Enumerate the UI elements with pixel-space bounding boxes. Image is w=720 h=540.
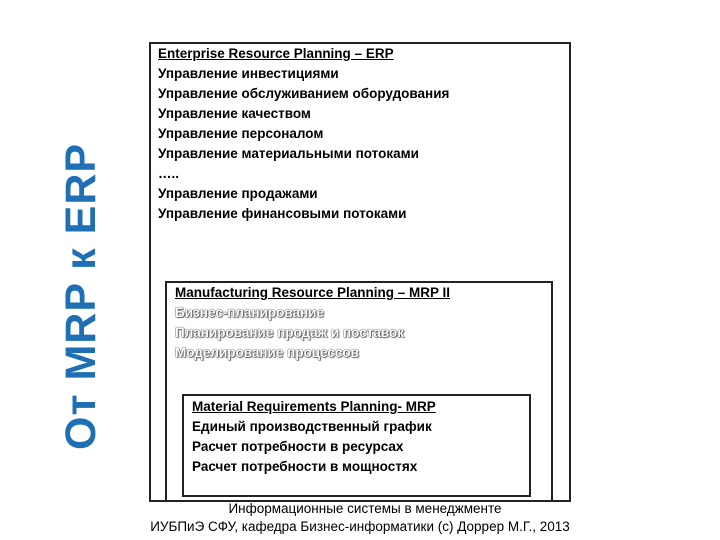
mrp2-text <box>175 283 450 363</box>
mrp2-item: Планирование продаж и поставок <box>175 325 404 340</box>
mrp2-heading: Manufacturing Resource Planning – MRP II <box>175 285 451 300</box>
erp-heading: Enterprise Resource Planning – ERP <box>158 46 394 61</box>
mrp-heading: Material Requirements Planning- MRP <box>192 399 436 414</box>
erp-item: Управление качеством <box>158 106 311 121</box>
mrp-item: Расчет потребности в ресурсах <box>192 439 404 454</box>
mrp2-item: Моделирование процессов <box>175 345 359 360</box>
mrp-item: Единый производственный график <box>192 419 432 434</box>
mrp-text <box>192 397 436 477</box>
side-title: От MRP к ERP <box>57 142 105 450</box>
erp-item: Управление финансовыми потоками <box>158 206 407 221</box>
footer-line-2: ИУБПиЭ СФУ, кафедра Бизнес-информатики (c) Доррер М.Г., 2013 <box>150 519 570 534</box>
mrp2-item: Бизнес-планирование <box>175 305 324 320</box>
footer <box>0 500 720 536</box>
mrp-item: Расчет потребности в мощностях <box>192 459 418 474</box>
erp-text <box>158 44 449 224</box>
erp-item: ….. <box>158 166 180 181</box>
erp-item: Управление персоналом <box>158 126 324 141</box>
erp-item: Управление инвестициями <box>158 66 339 81</box>
footer-line-1: Информационные системы в менеджменте <box>228 501 502 516</box>
erp-item: Управление продажами <box>158 186 318 201</box>
erp-item: Управление обслуживанием оборудования <box>158 86 450 101</box>
erp-item: Управление материальными потоками <box>158 146 419 161</box>
